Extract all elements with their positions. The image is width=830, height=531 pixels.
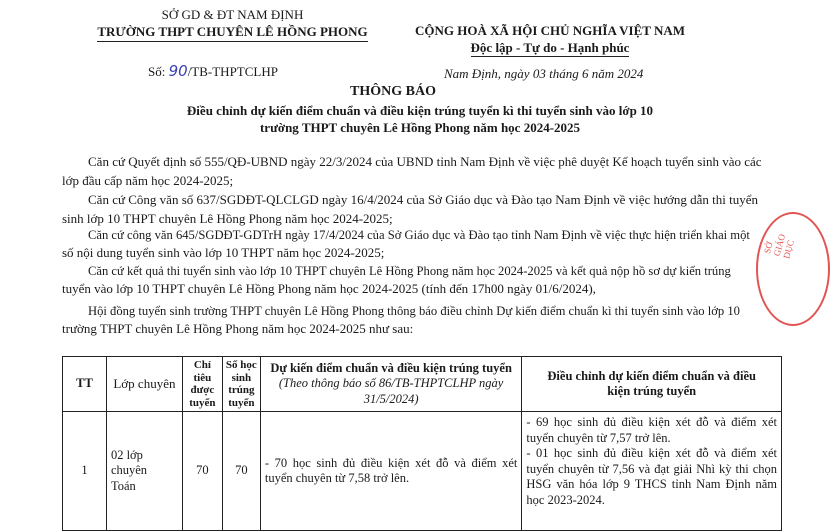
header-old-reference: (Theo thông báo số 86/TB-THPTCLHP ngày 31/5/2024) [278, 376, 504, 406]
paragraph-4-line-2: tuyển vào lớp 10 THPT chuyên Lê Hồng Phong năm học 2024-2025 (tính đến 17h00 ngày 01/6/2024), [62, 281, 596, 296]
paragraph-5-line-1: Hội đồng tuyển sinh trường THPT chuyên Lê Hồng Phong thông báo điều chỉnh Dự kiến điểm chuẩn kì thi tuyển sinh vào lớp 10 [88, 304, 740, 318]
header-new-criteria: Điều chỉnh dự kiến điểm chuẩn và điều kiện trúng tuyển [522, 357, 782, 412]
header-tt: TT [63, 357, 107, 412]
row-admitted: 70 [222, 412, 260, 531]
row-quota: 70 [182, 412, 222, 531]
number-prefix: Số: [148, 64, 166, 79]
document-subtitle [140, 102, 700, 136]
row-tt: 1 [63, 412, 107, 531]
paragraph-4-line-1: Căn cứ kết quả thi tuyển sinh vào lớp 10 THPT chuyên Lê Hồng Phong năm học 2024-2025 và kết quả nộp hồ sơ dự kiến trúng [88, 264, 731, 278]
department-name: SỞ GD & ĐT NAM ĐỊNH [161, 7, 304, 22]
issuing-authority [90, 6, 375, 42]
header-class: Lớp chuyên [106, 357, 182, 412]
paragraph-3-line-1: Căn cứ công văn 645/SGDĐT-GDTrH ngày 17/4/2024 của Sở Giáo dục và Đào tạo tỉnh Nam Định về việc thực hiện triển khai một [88, 228, 750, 242]
school-name: TRƯỜNG THPT CHUYÊN LÊ HỒNG PHONG [97, 23, 367, 42]
subtitle-line-2: trường THPT chuyên Lê Hồng Phong năm học 2024-2025 [259, 120, 581, 135]
table-row [63, 412, 782, 531]
table-header-row [63, 357, 782, 412]
paragraph-3-line-2: số nội dung tuyển sinh vào lớp 10 THPT năm học 2024-2025; [62, 245, 385, 260]
paragraph-1-line-2: lớp đầu cấp năm học 2024-2025; [62, 173, 234, 188]
paragraph-1 [62, 152, 782, 190]
row-new-criteria-2: - 01 học sinh đủ điều kiện xét đỗ và điểm xét tuyển chuyên từ 7,56 và đạt giải Nhì kỳ thi chọn HSG văn hóa lớp 9 THCS tỉnh Nam Định năm học 2023-2024. [526, 446, 777, 507]
document-title: THÔNG BÁO [350, 84, 436, 99]
subtitle-line-1: Điều chỉnh dự kiến điểm chuẩn và điều kiện trúng tuyển kì thi tuyển sinh vào lớp 10 [186, 103, 654, 118]
paragraph-4 [62, 262, 782, 298]
national-motto: Độc lập - Tự do - Hạnh phúc [470, 40, 630, 55]
date-line: Nam Định, ngày 03 tháng 6 năm 2024 [444, 66, 644, 81]
paragraph-2 [62, 190, 782, 228]
row-old-criteria: - 70 học sinh đủ điều kiện xét đỗ và điểm xét tuyển chuyên từ 7,58 trở lên. [260, 412, 522, 531]
national-heading [400, 22, 700, 57]
republic-name: CỘNG HOÀ XÃ HỘI CHỦ NGHĨA VIỆT NAM [414, 23, 686, 38]
admission-table [62, 356, 782, 531]
paragraph-5-line-2: trường THPT chuyên Lê Hồng Phong năm học 2024-2025 như sau: [62, 321, 414, 336]
row-class: 02 lớp chuyên Toán [106, 412, 182, 531]
stamp-fragment: SỞ GIÁO DỤC [762, 232, 796, 260]
paragraph-3 [62, 226, 782, 262]
header-old-criteria [260, 357, 522, 412]
document-number [148, 62, 278, 80]
row-new-criteria [522, 412, 782, 531]
number-suffix: /TB-THPTCLHP [187, 64, 278, 79]
header-admitted: Số học sinh trúng tuyển [222, 357, 260, 412]
number-value: 90 [168, 62, 188, 80]
header-quota: Chỉ tiêu được tuyển [182, 357, 222, 412]
paragraph-5 [62, 302, 782, 338]
paragraph-2-line-2: sinh lớp 10 THPT chuyên Lê Hồng Phong năm học 2024-2025; [62, 211, 393, 226]
row-new-criteria-1: - 69 học sinh đủ điều kiện xét đỗ và điểm xét tuyển chuyên từ 7,57 trở lên. [526, 415, 777, 445]
header-old-title: Dự kiến điểm chuẩn và điều kiện trúng tuyển [270, 360, 512, 375]
paragraph-1-line-1: Căn cứ Quyết định số 555/QĐ-UBND ngày 22/3/2024 của UBND tỉnh Nam Định về việc phê duyệt Kế hoạch tuyển sinh vào các [88, 154, 762, 169]
paragraph-2-line-1: Căn cứ Công văn số 637/SGDĐT-QLCLGD ngày 16/4/2024 của Sở Giáo dục và Đào tạo Nam Định về việc hướng dẫn thi tuyển [88, 192, 759, 207]
